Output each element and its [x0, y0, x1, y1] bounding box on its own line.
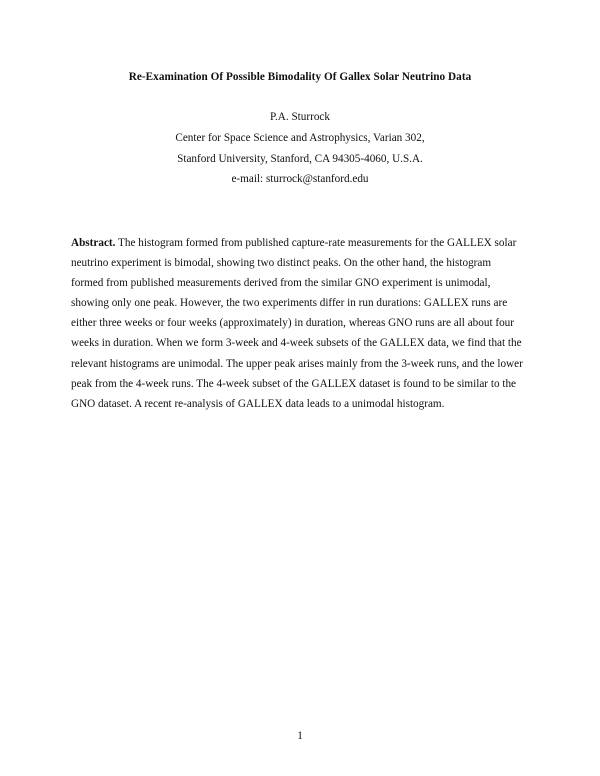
abstract-line: formed from published measurements derived from the similar GNO experiment is unimodal,: [71, 277, 491, 290]
abstract-line: peak from the 4-week runs. The 4-week subset of the GALLEX dataset is found to be similar to the: [71, 377, 516, 390]
abstract-text: The histogram formed from published capture-rate measurements for the GALLEX solar: [115, 237, 517, 249]
abstract-line: relevant histograms are unimodal. The upper peak arises mainly from the 3-week runs, and the lower: [71, 357, 523, 370]
abstract-line: either three weeks or four weeks (approximately) in duration, whereas GNO runs are all about four: [71, 317, 514, 330]
abstract-line: neutrino experiment is bimodal, showing two distinct peaks. On the other hand, the histogram: [71, 257, 492, 270]
author-name: P.A. Sturrock: [270, 111, 330, 123]
affiliation-line-1: Center for Space Science and Astrophysics, Varian 302,: [175, 132, 425, 144]
author-email: e-mail: sturrock@stanford.edu: [231, 173, 369, 185]
page-number: 1: [297, 730, 303, 742]
abstract: [71, 233, 541, 414]
paper-title: Re-Examination Of Possible Bimodality Of Gallex Solar Neutrino Data: [128, 71, 472, 83]
abstract-line: GNO dataset. A recent re-analysis of GALLEX data leads to a unimodal histogram.: [71, 397, 445, 410]
abstract-line: [71, 233, 541, 253]
abstract-line: weeks in duration. When we form 3-week and 4-week subsets of the GALLEX data, we find that the: [71, 337, 522, 350]
affiliation-line-2: Stanford University, Stanford, CA 94305-4060, U.S.A.: [177, 153, 423, 165]
abstract-heading: Abstract.: [71, 237, 116, 249]
abstract-line: showing only one peak. However, the two experiments differ in run durations: GALLEX runs are: [71, 297, 508, 310]
